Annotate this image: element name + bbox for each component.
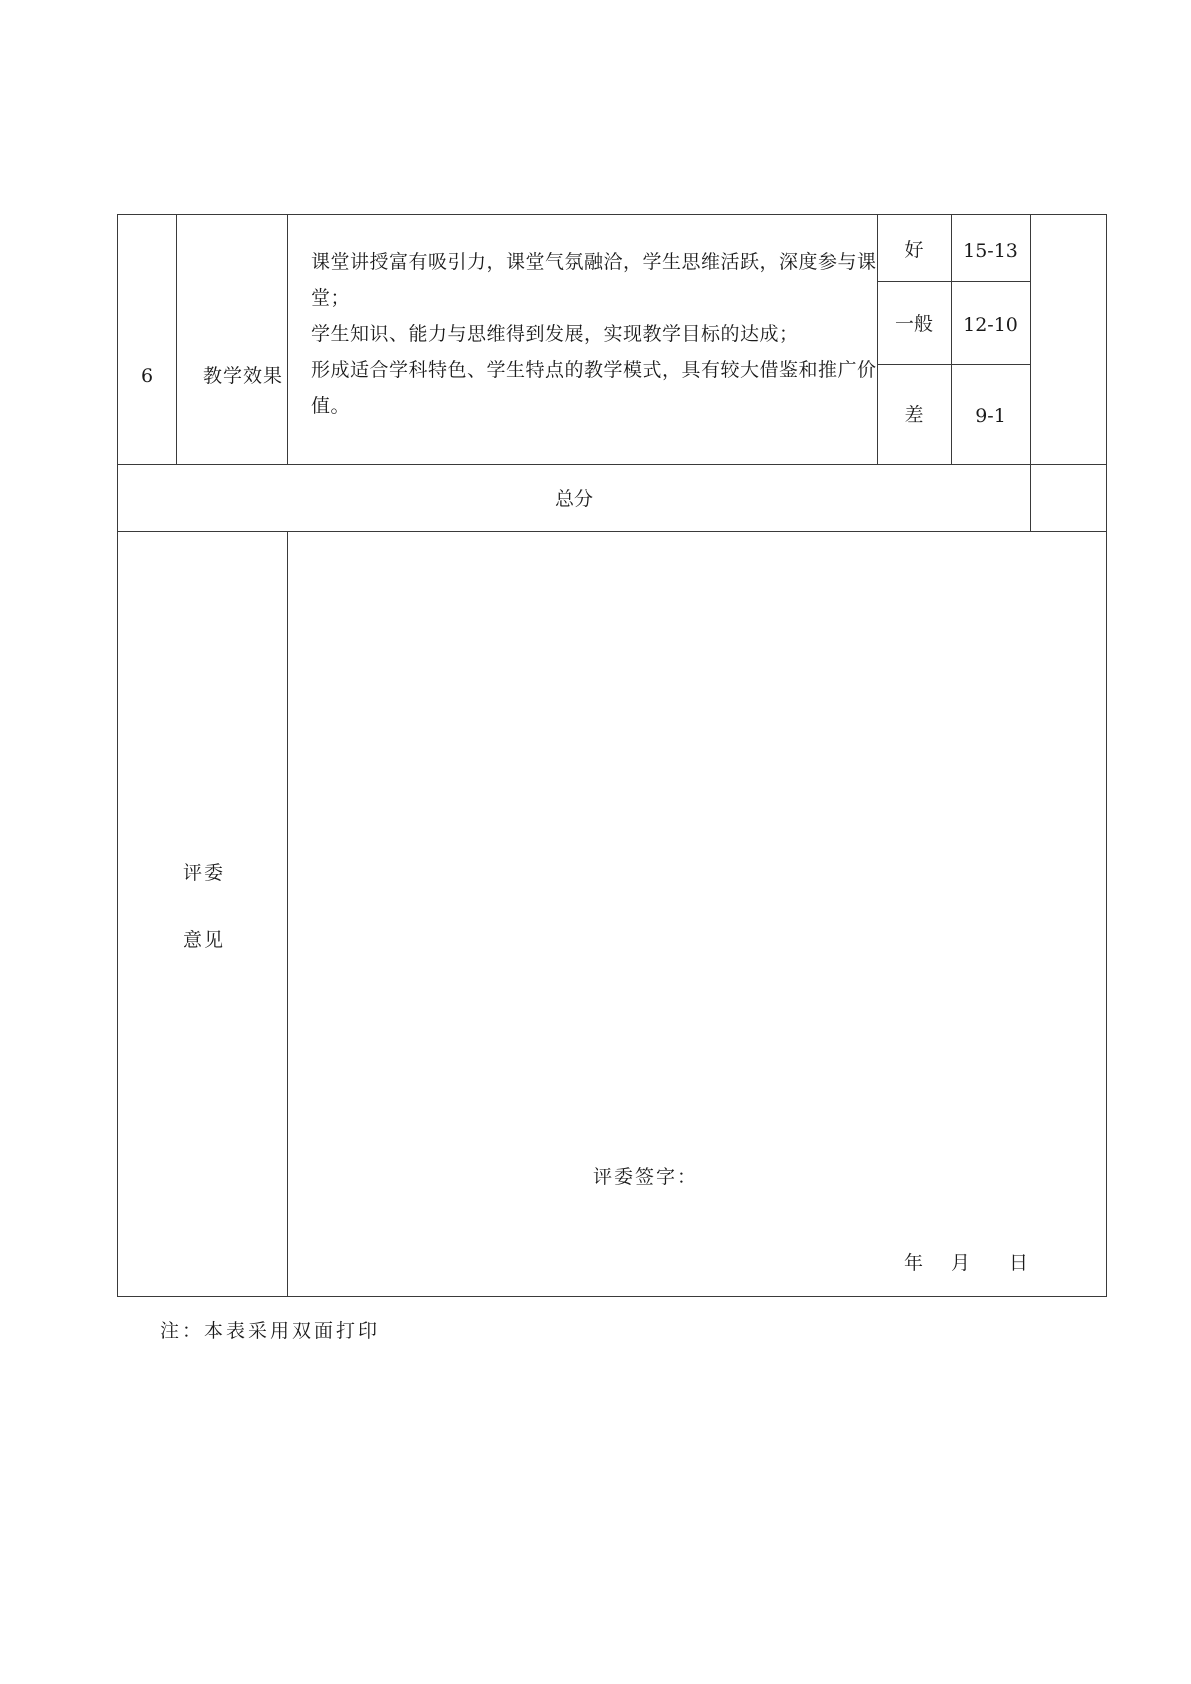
criteria-line-2: 学生知识、能力与思维得到发展，实现教学目标的达成；: [311, 323, 799, 345]
row6-score-cell[interactable]: [1031, 215, 1106, 464]
row-index: 6: [141, 365, 154, 387]
grade-range-average: 12-10: [963, 314, 1018, 336]
grade-range-good: 15-13: [963, 240, 1018, 262]
row-item-name: 教学效果: [203, 365, 284, 387]
footnote: 注：本表采用双面打印: [160, 1320, 381, 1342]
criteria-line-1: 课堂讲授富有吸引力，课堂气氛融洽，学生思维活跃，深度参与课堂；: [311, 251, 877, 309]
total-label: 总分: [554, 488, 593, 510]
criteria-line-3: 形成适合学科特色、学生特点的教学模式，具有较大借鉴和推广价值。: [311, 359, 877, 417]
signature-label: 评委签字：: [593, 1166, 699, 1188]
grade-range-poor: 9-1: [975, 405, 1006, 427]
criteria-text: [311, 244, 881, 424]
date-month-label: 月: [951, 1252, 971, 1274]
grade-level-good: 好: [904, 239, 924, 261]
date-year-label: 年: [904, 1252, 924, 1274]
total-score-cell[interactable]: [1031, 490, 1106, 510]
grade-level-poor: 差: [904, 404, 924, 426]
date-day-label: 日: [1009, 1252, 1029, 1274]
opinion-label-line1: 评委: [183, 862, 226, 884]
opinion-label-line2: 意见: [183, 929, 226, 951]
grade-level-average: 一般: [894, 313, 933, 335]
